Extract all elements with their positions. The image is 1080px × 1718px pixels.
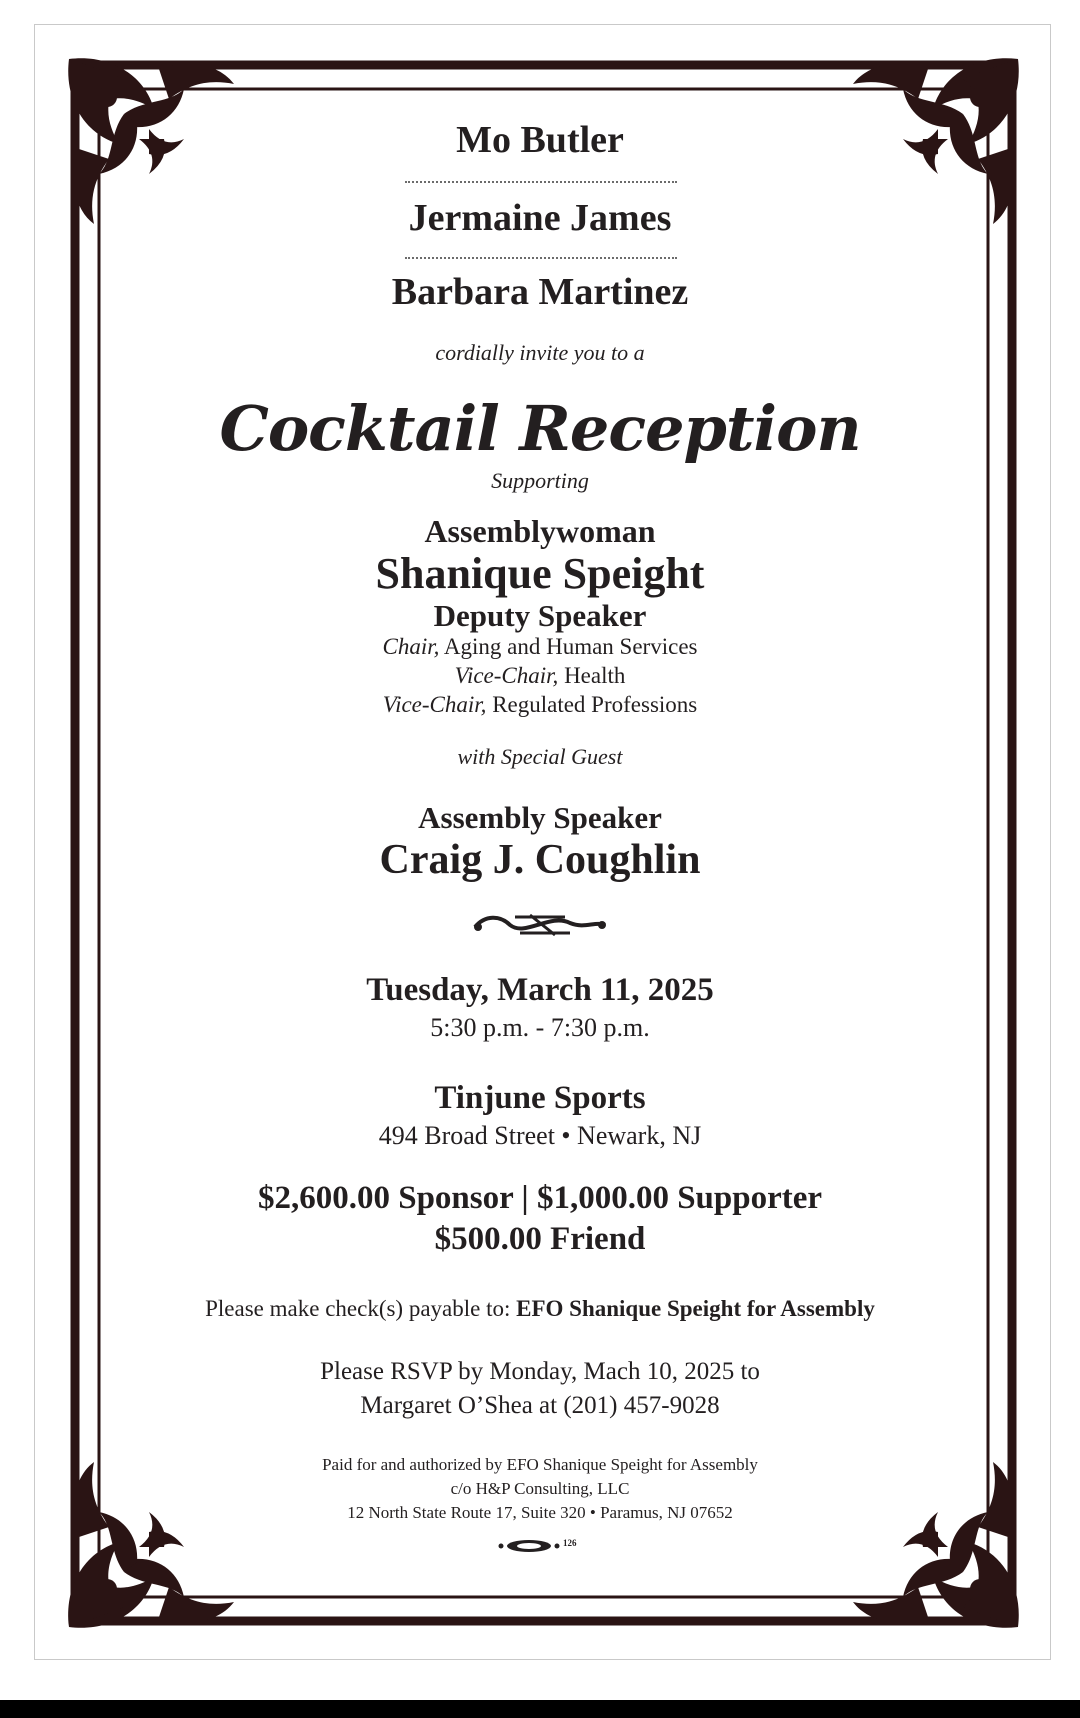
role-label: Chair, bbox=[382, 634, 440, 659]
contribution-friend: $500.00 Friend bbox=[434, 1221, 646, 1257]
host-name: Jermaine James bbox=[408, 197, 672, 239]
rsvp-contact: Margaret O’Shea at (201) 457-9028 bbox=[360, 1392, 720, 1419]
supporting-label: Supporting bbox=[491, 468, 589, 493]
honoree-name: Shanique Speight bbox=[375, 549, 705, 598]
union-bug-icon bbox=[497, 1538, 561, 1554]
contribution-levels: $2,600.00 Sponsor | $1,000.00 Supporter bbox=[257, 1180, 823, 1216]
committee-role bbox=[0, 663, 1080, 689]
event-time: 5:30 p.m. - 7:30 p.m. bbox=[430, 1013, 650, 1042]
disclaimer-line: Paid for and authorized by EFO Shanique Speight for Assembly bbox=[322, 1455, 758, 1474]
special-guest-title: Assembly Speaker bbox=[418, 800, 662, 835]
committee-name: Aging and Human Services bbox=[443, 634, 698, 659]
honoree-title: Assemblywoman bbox=[424, 513, 656, 549]
role-label: Vice-Chair, bbox=[454, 663, 559, 688]
disclaimer-line: c/o H&P Consulting, LLC bbox=[450, 1479, 630, 1498]
dotted-divider bbox=[405, 257, 677, 259]
committee-name: Regulated Professions bbox=[492, 692, 698, 717]
committee-name: Health bbox=[564, 663, 626, 688]
check-instructions bbox=[0, 1296, 1080, 1322]
dotted-divider bbox=[405, 181, 677, 183]
check-prefix: Please make check(s) payable to: bbox=[205, 1296, 517, 1321]
special-guest-name: Craig J. Coughlin bbox=[379, 837, 701, 883]
special-guest-label: with Special Guest bbox=[457, 744, 623, 769]
disclaimer-line: 12 North State Route 17, Suite 320 • Paramus, NJ 07652 bbox=[347, 1503, 733, 1522]
union-bug-logo bbox=[497, 1536, 587, 1556]
event-title: Cocktail Reception bbox=[219, 392, 861, 465]
rsvp-line: Please RSVP by Monday, Mach 10, 2025 to bbox=[320, 1358, 760, 1385]
venue-address: 494 Broad Street • Newark, NJ bbox=[378, 1121, 702, 1150]
flourish-divider-icon bbox=[470, 905, 610, 945]
honoree-position: Deputy Speaker bbox=[433, 598, 647, 633]
role-label: Vice-Chair, bbox=[382, 692, 487, 717]
union-bug-number: 126 bbox=[563, 1538, 577, 1548]
bottom-edge-bar bbox=[0, 1700, 1080, 1718]
host-name: Mo Butler bbox=[456, 119, 624, 161]
check-payee: EFO Shanique Speight for Assembly bbox=[516, 1296, 875, 1321]
invite-line: cordially invite you to a bbox=[435, 340, 645, 365]
committee-role bbox=[0, 692, 1080, 718]
host-name: Barbara Martinez bbox=[391, 271, 689, 313]
committee-role bbox=[0, 634, 1080, 660]
venue-name: Tinjune Sports bbox=[434, 1080, 646, 1116]
event-date: Tuesday, March 11, 2025 bbox=[366, 972, 714, 1008]
